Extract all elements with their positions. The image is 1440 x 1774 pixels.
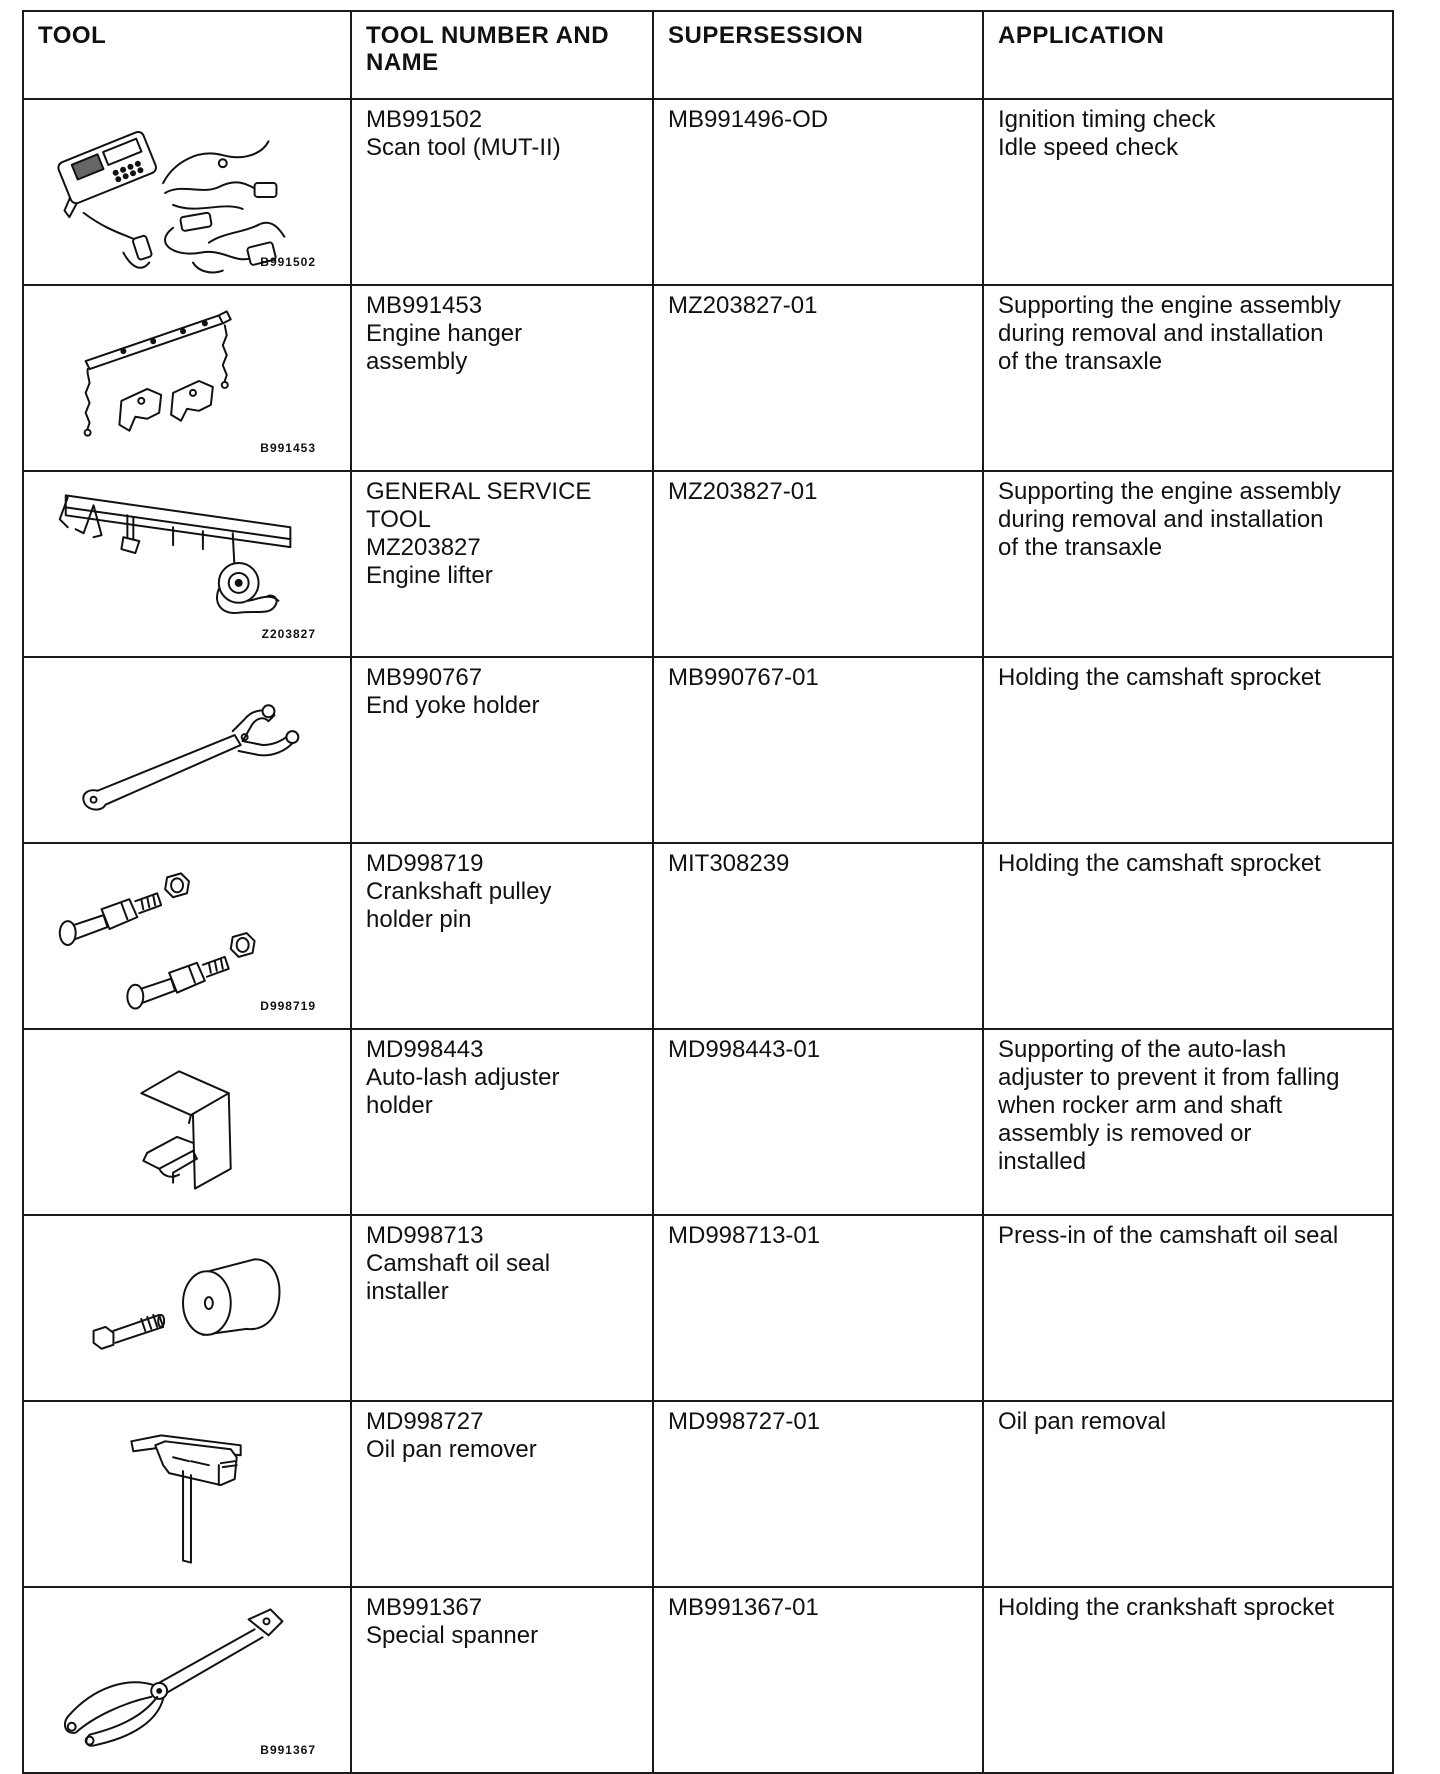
application-line: of the transaxle: [998, 534, 1163, 561]
application-cell: [983, 657, 1393, 843]
tool-category: GENERAL SERVICE: [366, 478, 592, 505]
tool-image-code: D998719: [260, 999, 316, 1013]
tool-number-name-cell: [351, 1029, 653, 1215]
tool-image-code: B991367: [260, 1743, 316, 1757]
application-line: Idle speed check: [998, 134, 1179, 161]
tool-number-name-cell: [351, 285, 653, 471]
supersession-cell: MZ203827-01: [653, 471, 983, 657]
tool-number: MB990767: [366, 664, 483, 691]
oil-seal-installer-icon: [24, 1216, 350, 1400]
header-application: APPLICATION: [983, 11, 1393, 99]
tool-number-name-cell: [351, 843, 653, 1029]
application-cell: [983, 471, 1393, 657]
tool-image-code: Z203827: [261, 627, 316, 641]
supersession-cell: MIT308239: [653, 843, 983, 1029]
application-line: during removal and installation: [998, 506, 1324, 533]
application-line: Holding the crankshaft sprocket: [998, 1594, 1335, 1621]
tool-number-name-cell: [351, 657, 653, 843]
tool-number-name-cell: [351, 99, 653, 285]
table-row: [23, 1029, 1393, 1215]
supersession-cell: MB991496-OD: [653, 99, 983, 285]
application-line: Holding the camshaft sprocket: [998, 664, 1321, 691]
tool-name: holder: [366, 1092, 433, 1119]
application-cell: [983, 285, 1393, 471]
application-line: installed: [998, 1148, 1087, 1175]
table-row: [23, 843, 1393, 1029]
tool-number-name-cell: [351, 471, 653, 657]
tool-name: Engine lifter: [366, 562, 493, 589]
tool-number-name-cell: [351, 1215, 653, 1401]
application-line: assembly is removed or: [998, 1120, 1252, 1147]
oil-pan-remover-icon: [24, 1402, 350, 1586]
tool-number: MZ203827: [366, 534, 481, 561]
application-cell: [983, 1029, 1393, 1215]
table-row: [23, 99, 1393, 285]
application-cell: [983, 1401, 1393, 1587]
tool-name: assembly: [366, 348, 468, 375]
application-line: Holding the camshaft sprocket: [998, 850, 1321, 877]
tool-name: holder pin: [366, 906, 472, 933]
tool-number: MD998713: [366, 1222, 484, 1249]
tool-illustration-cell: [23, 285, 351, 471]
tool-number-name-cell: [351, 1401, 653, 1587]
tool-name: installer: [366, 1278, 449, 1305]
end-yoke-holder-icon: [24, 658, 350, 842]
table-row: [23, 471, 1393, 657]
tool-number-name-cell: [351, 1587, 653, 1773]
application-cell: [983, 99, 1393, 285]
tool-name: Camshaft oil seal: [366, 1250, 551, 1277]
table-row: [23, 285, 1393, 471]
tool-name: Engine hanger: [366, 320, 523, 347]
tool-illustration-cell: [23, 1029, 351, 1215]
tool-image-code: B991502: [260, 255, 316, 269]
tool-illustration-cell: [23, 1215, 351, 1401]
application-line: Ignition timing check: [998, 106, 1216, 133]
supersession-cell: MD998713-01: [653, 1215, 983, 1401]
adjuster-holder-icon: [24, 1030, 350, 1214]
tool-name: Scan tool (MUT-II): [366, 134, 561, 161]
application-line: Supporting the engine assembly: [998, 292, 1341, 319]
application-cell: [983, 1587, 1393, 1773]
table-row: [23, 657, 1393, 843]
tool-number: MD998443: [366, 1036, 484, 1063]
application-cell: [983, 1215, 1393, 1401]
tool-category: TOOL: [366, 506, 431, 533]
tool-illustration-cell: [23, 1401, 351, 1587]
tool-illustration-cell: [23, 99, 351, 285]
header-supersession: SUPERSESSION: [653, 11, 983, 99]
application-line: Supporting the engine assembly: [998, 478, 1341, 505]
supersession-cell: MB990767-01: [653, 657, 983, 843]
tool-illustration-cell: [23, 657, 351, 843]
application-line: during removal and installation: [998, 320, 1324, 347]
tool-illustration-cell: [23, 843, 351, 1029]
tool-number: MD998727: [366, 1408, 484, 1435]
tool-illustration-cell: [23, 1587, 351, 1773]
application-line: Oil pan removal: [998, 1408, 1167, 1435]
tool-name: Crankshaft pulley: [366, 878, 552, 905]
special-tools-sheet: [22, 10, 1392, 1774]
application-line: when rocker arm and shaft: [998, 1092, 1283, 1119]
tool-illustration-cell: [23, 471, 351, 657]
application-cell: [983, 843, 1393, 1029]
tool-name: End yoke holder: [366, 692, 540, 719]
tool-number: MD998719: [366, 850, 484, 877]
tool-image-code: B991453: [260, 441, 316, 455]
application-line: Supporting of the auto-lash: [998, 1036, 1287, 1063]
tool-name: Auto-lash adjuster: [366, 1064, 560, 1091]
tool-number: MB991502: [366, 106, 483, 133]
application-line: of the transaxle: [998, 348, 1163, 375]
header-tool-number-name: TOOL NUMBER AND NAME: [351, 11, 653, 99]
tool-name: Special spanner: [366, 1622, 539, 1649]
special-tools-table: [22, 10, 1394, 1774]
supersession-cell: MB991367-01: [653, 1587, 983, 1773]
table-row: [23, 1587, 1393, 1773]
application-line: adjuster to prevent it from falling: [998, 1064, 1340, 1091]
supersession-cell: MZ203827-01: [653, 285, 983, 471]
table-row: [23, 1215, 1393, 1401]
tool-number: MB991453: [366, 292, 483, 319]
header-tool: TOOL: [23, 11, 351, 99]
supersession-cell: MD998727-01: [653, 1401, 983, 1587]
tool-name: Oil pan remover: [366, 1436, 537, 1463]
header-row: [23, 11, 1393, 99]
table-row: [23, 1401, 1393, 1587]
application-line: Press-in of the camshaft oil seal: [998, 1222, 1339, 1249]
supersession-cell: MD998443-01: [653, 1029, 983, 1215]
tool-number: MB991367: [366, 1594, 483, 1621]
